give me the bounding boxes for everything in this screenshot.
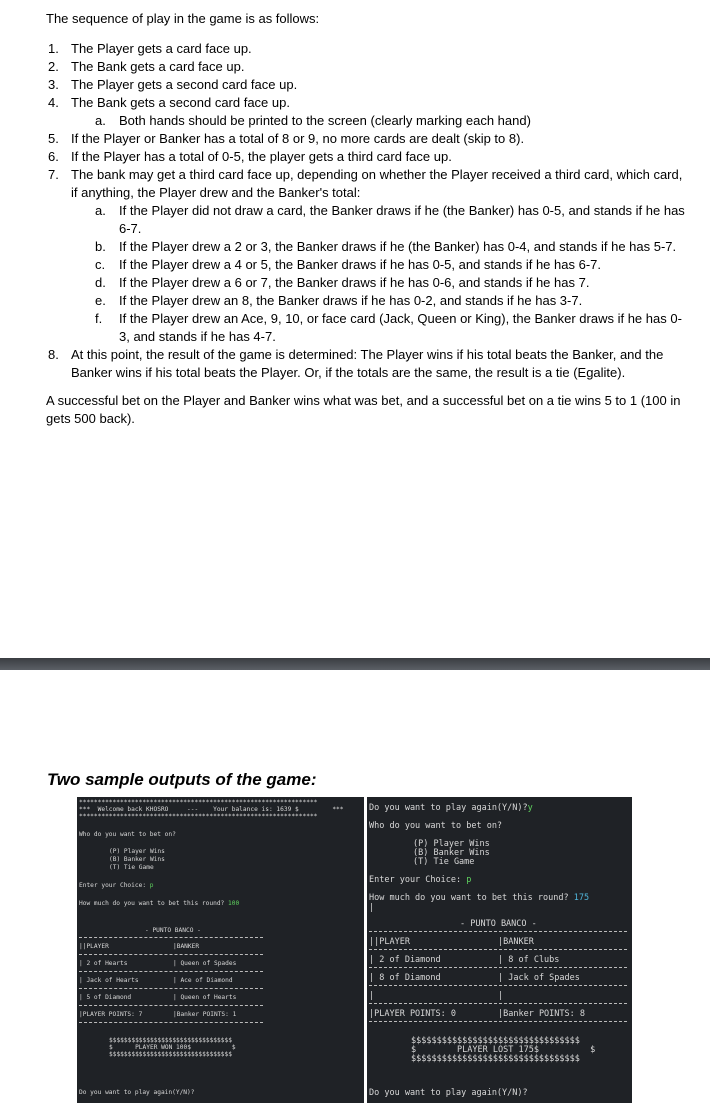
dollar-line: $$$$$$$$$$$$$$$$$$$$$$$$$$$$$$$$$ <box>411 1054 580 1064</box>
play-again-prompt: Do you want to play again(Y/N)? <box>79 1089 195 1096</box>
step-number: 2. <box>48 59 59 74</box>
substep-item <box>71 310 686 346</box>
step-item <box>46 76 686 94</box>
player-card: | 8 of Diamond <box>369 973 441 983</box>
substep-item <box>71 256 686 274</box>
banker-header: |BANKER <box>173 943 200 950</box>
step-item <box>46 58 686 76</box>
bet-label: How much do you want to bet this round? <box>79 900 229 907</box>
step-item <box>46 148 686 166</box>
substep-item <box>71 274 686 292</box>
substep-text: If the Player drew a 2 or 3, the Banker draws if he (the Banker) has 0-4, and stands if he has 5-7. <box>119 239 677 254</box>
player-card: | 5 of Diamond <box>79 994 132 1001</box>
table-rule <box>79 954 263 955</box>
stars-line: **************************************************************** <box>79 799 318 806</box>
banker-card: | Queen of Hearts <box>173 994 237 1001</box>
step-text: If the Player has a total of 0-5, the player gets a third card face up. <box>71 149 452 164</box>
right-terminal-screenshot <box>367 797 632 1103</box>
step-text: The Bank gets a card face up. <box>71 59 245 74</box>
intro-text: The sequence of play in the game is as follows: <box>46 11 320 26</box>
substep-letter: d. <box>95 275 106 290</box>
banker-card: | Ace of Diamond <box>173 977 233 984</box>
table-rule <box>79 1022 263 1023</box>
step-number: 5. <box>48 131 59 146</box>
left-terminal-screenshot <box>77 797 364 1103</box>
step-number: 8. <box>48 347 59 362</box>
substep-item <box>71 202 686 238</box>
choice-value: p <box>466 875 472 885</box>
option-tie: (T) Tie Game <box>109 864 154 871</box>
option-banker: (B) Banker Wins <box>413 848 490 858</box>
table-rule <box>369 985 627 986</box>
substep-text: Both hands should be printed to the screen (clearly marking each hand) <box>119 113 531 128</box>
player-points: |PLAYER POINTS: 7 <box>79 1011 143 1018</box>
banker-card: | <box>498 991 504 1001</box>
choice-line <box>369 875 471 885</box>
step-item <box>46 130 686 148</box>
banker-card: | 8 of Clubs <box>498 955 560 965</box>
choice-line <box>79 882 154 889</box>
substep-text: If the Player drew a 6 or 7, the Banker draws if he has 0-6, and stands if he has 7. <box>119 275 590 290</box>
table-rule <box>369 949 627 950</box>
substeps-list <box>71 112 686 130</box>
banker-points: |Banker POINTS: 8 <box>498 1009 585 1019</box>
substep-text: If the Player drew an Ace, 9, 10, or face card (Jack, Queen or King), the Banker draws if he has 0-3, and stands if he has 4-7. <box>119 311 682 344</box>
banker-card: | Queen of Spades <box>173 960 237 967</box>
bet-value: 175 <box>573 893 590 903</box>
table-title: - PUNTO BANCO - <box>145 927 201 934</box>
outro-text: A successful bet on the Player and Banker wins what was bet, and a successful bet on a tie wins 5 to 1 (100 in gets 500 back). <box>46 393 681 426</box>
player-card: | 2 of Hearts <box>79 960 128 967</box>
who-prompt: Who do you want to bet on? <box>79 831 176 838</box>
bet-label: How much do you want to bet this round? <box>369 893 574 903</box>
step-number: 7. <box>48 167 59 182</box>
option-tie: (T) Tie Game <box>413 857 475 867</box>
option-banker: (B) Banker Wins <box>109 856 165 863</box>
cursor: | <box>369 903 375 913</box>
player-header: ||PLAYER <box>369 937 410 947</box>
table-rule <box>369 1021 627 1022</box>
table-rule <box>369 967 627 968</box>
play-again-prompt: Do you want to play again(Y/N)? <box>369 1088 528 1098</box>
table-rule <box>79 937 263 938</box>
substep-item <box>71 292 686 310</box>
option-player: (P) Player Wins <box>109 848 165 855</box>
table-rule <box>369 931 627 932</box>
table-rule <box>79 971 263 972</box>
banker-points: |Banker POINTS: 1 <box>173 1011 237 1018</box>
step-text: The bank may get a third card face up, depending on whether the Player received a third card, which card, if anything, the Player drew and the Banker's total: <box>71 167 683 200</box>
page-divider <box>0 658 710 670</box>
step-item <box>46 40 686 58</box>
bet-line <box>369 893 589 903</box>
dollar-line: $$$$$$$$$$$$$$$$$$$$$$$$$$$$$$$$$ <box>109 1037 232 1044</box>
substep-text: If the Player drew a 4 or 5, the Banker draws if he has 0-5, and stands if he has 6-7. <box>119 257 601 272</box>
substep-letter: e. <box>95 293 106 308</box>
step-text: If the Player or Banker has a total of 8 or 9, no more cards are dealt (skip to 8). <box>71 131 525 146</box>
substep-letter: a. <box>95 203 106 218</box>
substeps-list <box>71 202 686 346</box>
choice-value: p <box>149 882 154 889</box>
document-body <box>46 10 686 428</box>
banker-card: | Jack of Spades <box>498 973 580 983</box>
choice-label: Enter your Choice: <box>79 882 150 889</box>
player-card: | <box>369 991 375 1001</box>
player-header: ||PLAYER <box>79 943 109 950</box>
play-again-label: Do you want to play again(Y/N)? <box>369 803 528 813</box>
samples-heading: Two sample outputs of the game: <box>47 770 317 789</box>
player-card: | 2 of Diamond <box>369 955 441 965</box>
step-text: The Player gets a card face up. <box>71 41 252 56</box>
table-rule <box>369 1003 627 1004</box>
step-number: 6. <box>48 149 59 164</box>
substep-text: If the Player drew an 8, the Banker draws if he has 0-2, and stands if he has 3-7. <box>119 293 583 308</box>
welcome-line: *** Welcome back KHOSRO --- Your balance is: 1639 $ *** <box>79 806 344 813</box>
substep-letter: a. <box>95 113 106 128</box>
substep-letter: c. <box>95 257 106 272</box>
step-text: The Player gets a second card face up. <box>71 77 298 92</box>
play-again-value: y <box>527 803 533 813</box>
dollar-line: $$$$$$$$$$$$$$$$$$$$$$$$$$$$$$$$$ <box>411 1036 580 1046</box>
dollar-line: $$$$$$$$$$$$$$$$$$$$$$$$$$$$$$$$$ <box>109 1051 232 1058</box>
bet-line <box>79 900 239 907</box>
player-points: |PLAYER POINTS: 0 <box>369 1009 456 1019</box>
table-rule <box>79 1005 263 1006</box>
table-rule <box>79 988 263 989</box>
option-player: (P) Player Wins <box>413 839 490 849</box>
table-title: - PUNTO BANCO - <box>460 919 537 929</box>
step-number: 1. <box>48 41 59 56</box>
substep-item <box>71 238 686 256</box>
choice-label: Enter your Choice: <box>369 875 467 885</box>
player-card: | Jack of Hearts <box>79 977 139 984</box>
step-number: 4. <box>48 95 59 110</box>
step-text: At this point, the result of the game is determined: The Player wins if his total beats the Banker, and the Banker wins if his total beats the Player. Or, if the totals are the same, the result is a tie (Egalite). <box>71 347 664 380</box>
result-line: $ PLAYER LOST 175$ $ <box>411 1045 596 1055</box>
banker-header: |BANKER <box>498 937 534 947</box>
play-again-line <box>369 803 533 813</box>
bet-value: 100 <box>228 900 240 907</box>
substep-item <box>71 112 686 130</box>
step-number: 3. <box>48 77 59 92</box>
result-line: $ PLAYER WON 100$ $ <box>109 1044 236 1051</box>
step-item <box>46 94 686 130</box>
substep-letter: b. <box>95 239 106 254</box>
step-text: The Bank gets a second card face up. <box>71 95 290 110</box>
step-item <box>46 346 686 382</box>
substep-text: If the Player did not draw a card, the Banker draws if he (the Banker) has 0-5, and stands if he has 6-7. <box>119 203 685 236</box>
steps-list <box>46 40 686 382</box>
substep-letter: f. <box>95 311 103 326</box>
stars-line: **************************************************************** <box>79 813 318 820</box>
step-item <box>46 166 686 346</box>
who-prompt: Who do you want to bet on? <box>369 821 503 831</box>
